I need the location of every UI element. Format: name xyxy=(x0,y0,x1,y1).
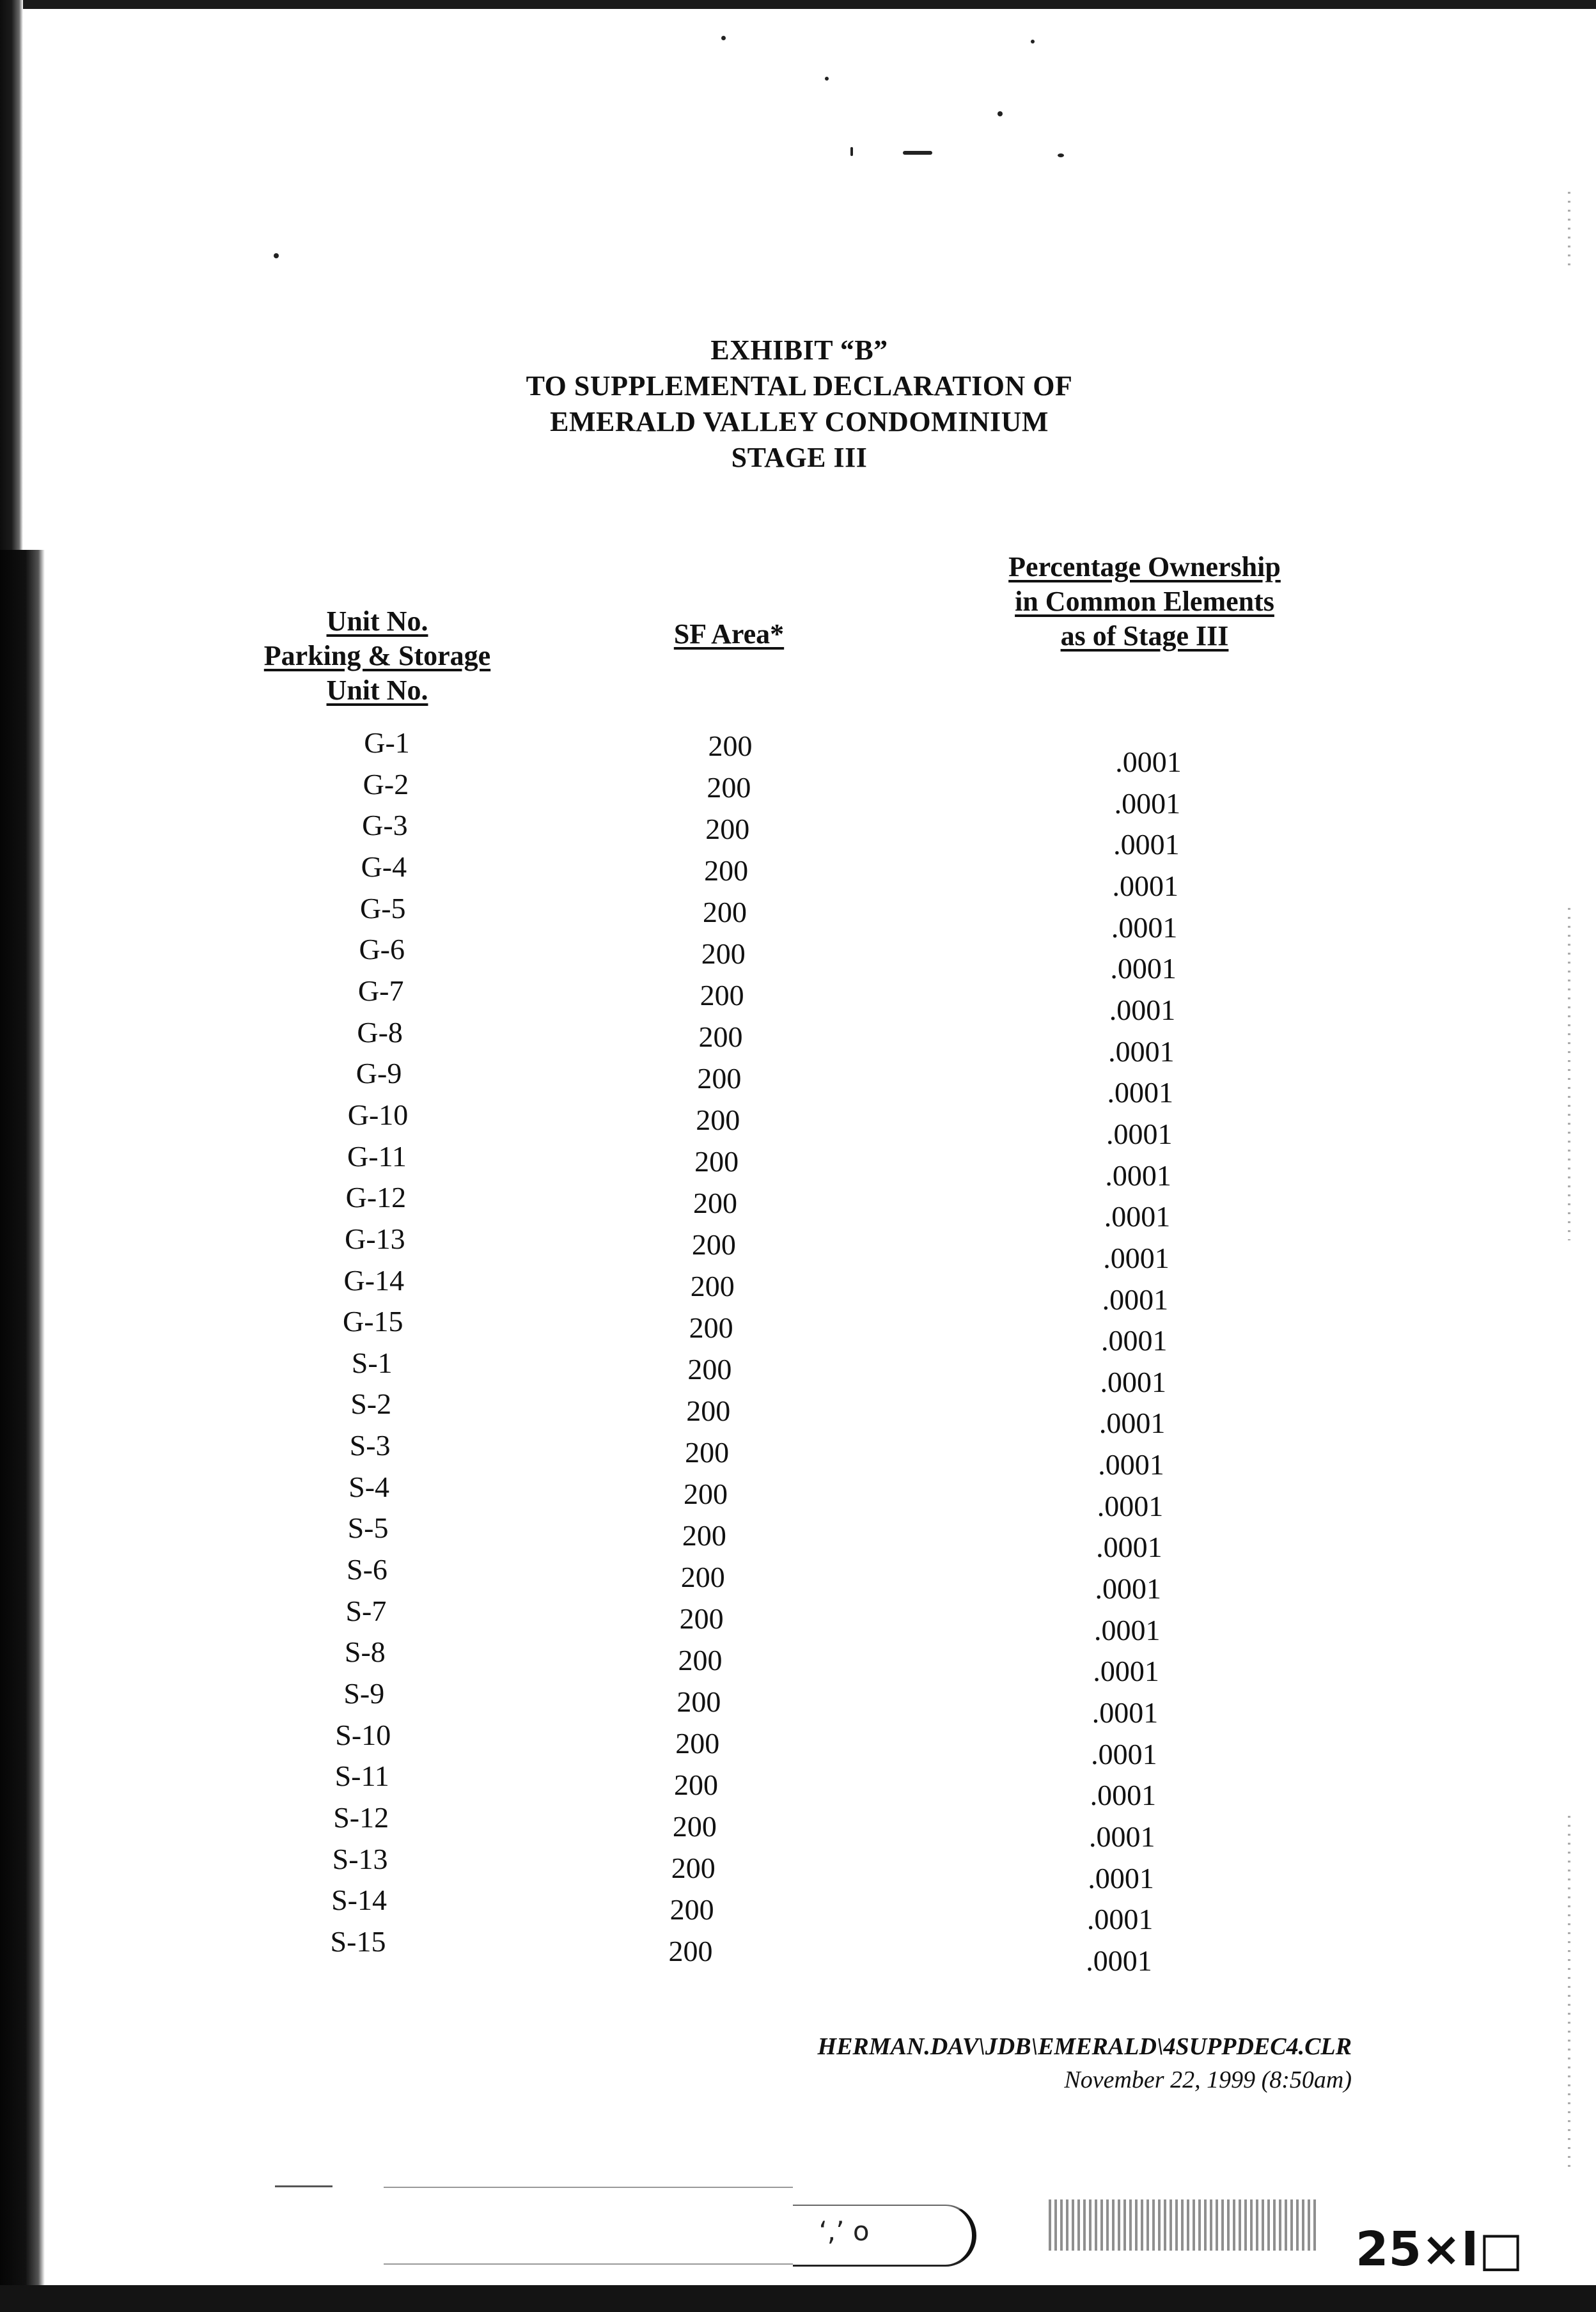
column-header-percentage-line: as of Stage III xyxy=(1060,620,1229,652)
sf-area-cell: 200 xyxy=(675,1727,720,1760)
scan-dash xyxy=(384,2187,793,2188)
unit-number-cell: G-2 xyxy=(363,767,409,801)
percentage-ownership-cell: .0001 xyxy=(1089,1820,1155,1854)
unit-number-cell: G-3 xyxy=(362,809,408,842)
sf-area-cell: 200 xyxy=(702,896,747,928)
unit-number-cell: G-11 xyxy=(347,1139,407,1173)
unit-number-cell: G-7 xyxy=(357,974,404,1007)
percentage-ownership-cell: .0001 xyxy=(1110,952,1177,985)
percentage-ownership-cell: .0001 xyxy=(1093,1613,1161,1646)
file-reference xyxy=(818,2030,1352,2097)
unit-number-cell: G-9 xyxy=(356,1057,402,1090)
percentage-ownership-cell: .0001 xyxy=(1086,1944,1152,1977)
unit-number-cell: G-12 xyxy=(345,1181,407,1214)
unit-number-cell: G-8 xyxy=(357,1015,403,1049)
scan-dash xyxy=(275,2185,332,2187)
sf-area-cell: 200 xyxy=(697,1062,742,1095)
column-header-area-line: SF Area* xyxy=(673,618,785,650)
percentage-ownership-cell: .0001 xyxy=(1114,786,1181,820)
scan-dash xyxy=(384,2263,793,2265)
percentage-ownership-cell: .0001 xyxy=(1112,869,1178,902)
unit-number-cell: S-7 xyxy=(345,1594,387,1627)
unit-number-cell: G-14 xyxy=(343,1263,405,1297)
unit-number-cell: S-12 xyxy=(333,1801,389,1834)
sf-area-cell: 200 xyxy=(672,1810,717,1843)
sf-area-cell: 200 xyxy=(708,730,753,762)
sf-area-cell: 200 xyxy=(674,1769,719,1801)
percentage-ownership-cell: .0001 xyxy=(1091,1737,1157,1770)
column-header-percentage-line: Percentage Ownership xyxy=(1008,551,1281,582)
percentage-ownership-cell: .0001 xyxy=(1115,746,1182,778)
sf-area-cell: 200 xyxy=(691,1228,736,1261)
sf-area-cell: 200 xyxy=(671,1852,716,1884)
sf-area-cell: 200 xyxy=(682,1519,726,1552)
unit-number-cell: S-5 xyxy=(347,1511,389,1545)
title-line-exhibit: EXHIBIT “B” xyxy=(710,334,888,366)
percentage-ownership-cell: .0001 xyxy=(1090,1779,1157,1812)
percentage-ownership-cell: .0001 xyxy=(1104,1200,1171,1233)
page-number-mark: ‘,’ o xyxy=(818,2215,870,2247)
unit-number-cell: S-9 xyxy=(343,1677,385,1710)
title-line-stage: STAGE III xyxy=(731,442,868,473)
unit-number-cell: S-4 xyxy=(348,1470,390,1503)
column-header-unit-line: Unit No. xyxy=(326,605,428,637)
unit-number-cell: S-15 xyxy=(330,1925,386,1958)
unit-number-cell: S-13 xyxy=(332,1842,388,1875)
sf-area-cell: 200 xyxy=(698,1020,743,1053)
percentage-ownership-cell: .0001 xyxy=(1101,1324,1168,1357)
unit-number-cell: G-1 xyxy=(364,726,410,759)
sf-area-cell: 200 xyxy=(685,1436,730,1469)
percentage-ownership-cell: .0001 xyxy=(1091,1696,1159,1730)
unit-number-cell: G-10 xyxy=(347,1098,409,1131)
sf-area-cell: 200 xyxy=(705,813,750,845)
percentage-ownership-cell: .0001 xyxy=(1102,1283,1169,1316)
sf-area-cell: 200 xyxy=(686,1394,731,1427)
percentage-ownership-cell: .0001 xyxy=(1096,1531,1162,1564)
percentage-ownership-cell: .0001 xyxy=(1106,1117,1173,1150)
column-header-unit-line: Unit No. xyxy=(326,675,428,706)
sf-area-cell: 200 xyxy=(679,1602,724,1635)
unit-number-cell: S-8 xyxy=(344,1636,386,1669)
percentage-ownership-cell: .0001 xyxy=(1088,1861,1154,1894)
unit-number-cell: G-13 xyxy=(345,1222,405,1255)
sf-area-cell: 200 xyxy=(692,1187,737,1219)
unit-number-cell: S-3 xyxy=(349,1429,391,1462)
sf-area-cell: 200 xyxy=(704,854,749,887)
sf-area-cell: 200 xyxy=(694,1145,739,1178)
percentage-ownership-cell: .0001 xyxy=(1105,1159,1171,1192)
unit-number-cell: G-6 xyxy=(359,933,405,966)
unit-number-cell: S-6 xyxy=(347,1553,387,1586)
percentage-ownership-cell: .0001 xyxy=(1108,1035,1175,1068)
unit-number-cell: G-4 xyxy=(361,850,407,883)
stamp-code: 25×I□ xyxy=(1356,2222,1524,2277)
file-date: November 22, 1999 (8:50am) xyxy=(1064,2066,1352,2093)
sf-area-cell: 200 xyxy=(669,1893,714,1926)
column-header-percentage-line: in Common Elements xyxy=(1015,586,1274,617)
percentage-ownership-cell: .0001 xyxy=(1111,910,1178,944)
unit-number-cell: G-15 xyxy=(342,1305,403,1338)
percentage-ownership-cell: .0001 xyxy=(1113,828,1180,861)
scan-stamp-noise xyxy=(1049,2199,1317,2251)
percentage-ownership-cell: .0001 xyxy=(1086,1903,1154,1936)
percentage-ownership-cell: .0001 xyxy=(1098,1448,1164,1481)
sf-area-cell: 200 xyxy=(684,1478,728,1510)
file-path: HERMAN.DAV\JDB\EMERALD\4SUPPDEC4.CLR xyxy=(817,2033,1352,2060)
sf-area-cell: 200 xyxy=(687,1353,732,1386)
unit-number-cell: S-11 xyxy=(334,1760,389,1793)
percentage-ownership-cell: .0001 xyxy=(1103,1241,1170,1274)
percentage-ownership-cell: .0001 xyxy=(1109,993,1176,1026)
percentage-ownership-cell: .0001 xyxy=(1093,1655,1159,1688)
percentage-ownership-cell: .0001 xyxy=(1097,1489,1164,1522)
unit-number-cell: S-14 xyxy=(331,1884,387,1917)
title-line-condominium: EMERALD VALLEY CONDOMINIUM xyxy=(550,406,1049,437)
sf-area-cell: 200 xyxy=(680,1561,725,1593)
sf-area-cell: 200 xyxy=(696,1104,740,1136)
unit-number-cell: S-10 xyxy=(335,1718,391,1751)
sf-area-cell: 200 xyxy=(689,1311,733,1344)
percentage-ownership-cell: .0001 xyxy=(1095,1572,1162,1605)
sf-area-cell: 200 xyxy=(690,1270,735,1302)
percentage-ownership-cell: .0001 xyxy=(1107,1076,1174,1109)
sf-area-cell: 200 xyxy=(678,1644,723,1676)
sf-area-cell: 200 xyxy=(668,1935,713,1967)
sf-area-cell: 200 xyxy=(700,979,744,1012)
sf-area-cell: 200 xyxy=(701,937,746,970)
sf-area-cell: 200 xyxy=(707,771,751,804)
sf-area-cell: 200 xyxy=(677,1685,721,1718)
percentage-ownership-cell: .0001 xyxy=(1100,1365,1166,1398)
unit-number-cell: G-5 xyxy=(360,891,406,925)
unit-number-cell: S-2 xyxy=(350,1387,392,1421)
unit-number-cell: S-1 xyxy=(351,1346,393,1379)
column-header-unit-line: Parking & Storage xyxy=(263,640,491,671)
percentage-ownership-cell: .0001 xyxy=(1099,1407,1166,1440)
title-line-declaration: TO SUPPLEMENTAL DECLARATION OF xyxy=(526,370,1073,402)
